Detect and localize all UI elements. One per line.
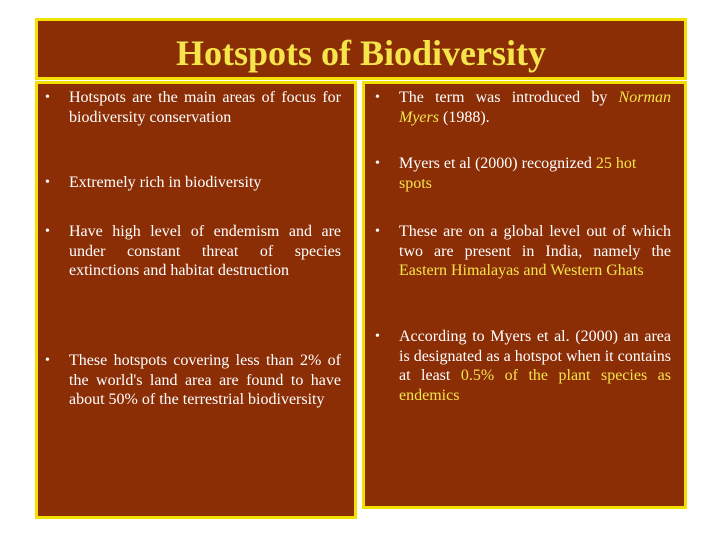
bullet-dot: • — [45, 90, 50, 105]
left-bullet-3-text: Have high level of endemism and are under constant threat of species extinctions and habitat destruction — [69, 223, 341, 279]
bullet-dot: • — [375, 329, 380, 344]
right-bullet-1 — [375, 88, 675, 130]
right-bullet-1-text — [399, 88, 671, 127]
left-bullet-2-text: Extremely rich in biodiversity — [69, 174, 262, 191]
bullet-dot: • — [45, 353, 50, 368]
right-bullet-4-highlight: 0.5% of the plant species as endemics — [399, 367, 671, 404]
right-bullet-2-pre: Myers et al (2000) recognized — [399, 155, 596, 172]
right-bullet-1-post: (1988). — [438, 108, 490, 126]
title-bar — [35, 18, 687, 80]
bullet-dot: • — [375, 156, 380, 171]
left-bullet-3 — [45, 222, 345, 302]
right-bullet-3-pre: These are on a global level out of which two are present in India, namely the — [399, 223, 671, 260]
author-name: Norman Myers — [399, 89, 671, 126]
left-bullet-2 — [45, 173, 345, 195]
right-bullet-3 — [375, 222, 675, 302]
right-bullet-2-highlight: 25 hot spots — [399, 155, 637, 192]
bullet-dot: • — [45, 224, 50, 239]
bullet-dot: • — [45, 175, 50, 190]
right-bullet-4-pre: According to Myers et al. (2000) an area is designated as a hotspot when it contains at least — [399, 328, 671, 384]
left-bullet-1-text: Hotspots are the main areas of focus for biodiversity conservation — [69, 89, 341, 126]
right-bullet-3-text — [399, 222, 671, 281]
slide-title: Hotspots of Biodiversity — [175, 33, 546, 73]
right-bullet-2-text — [399, 154, 671, 193]
left-bullet-4 — [45, 351, 345, 451]
right-bullet-4-text — [399, 327, 671, 405]
bullet-dot: • — [375, 90, 380, 105]
right-bullet-2 — [375, 154, 675, 196]
bullet-dot: • — [375, 224, 380, 239]
right-bullet-4 — [375, 327, 675, 427]
right-bullet-1-pre: The term was introduced by — [399, 89, 619, 106]
left-bullet-4-text: These hotspots covering less than 2% of the world's land area are found to have about 50% of the terrestrial biodiversity — [69, 352, 341, 408]
left-bullet-1 — [45, 88, 345, 148]
right-bullet-3-highlight: Eastern Himalayas and Western Ghats — [399, 262, 644, 279]
